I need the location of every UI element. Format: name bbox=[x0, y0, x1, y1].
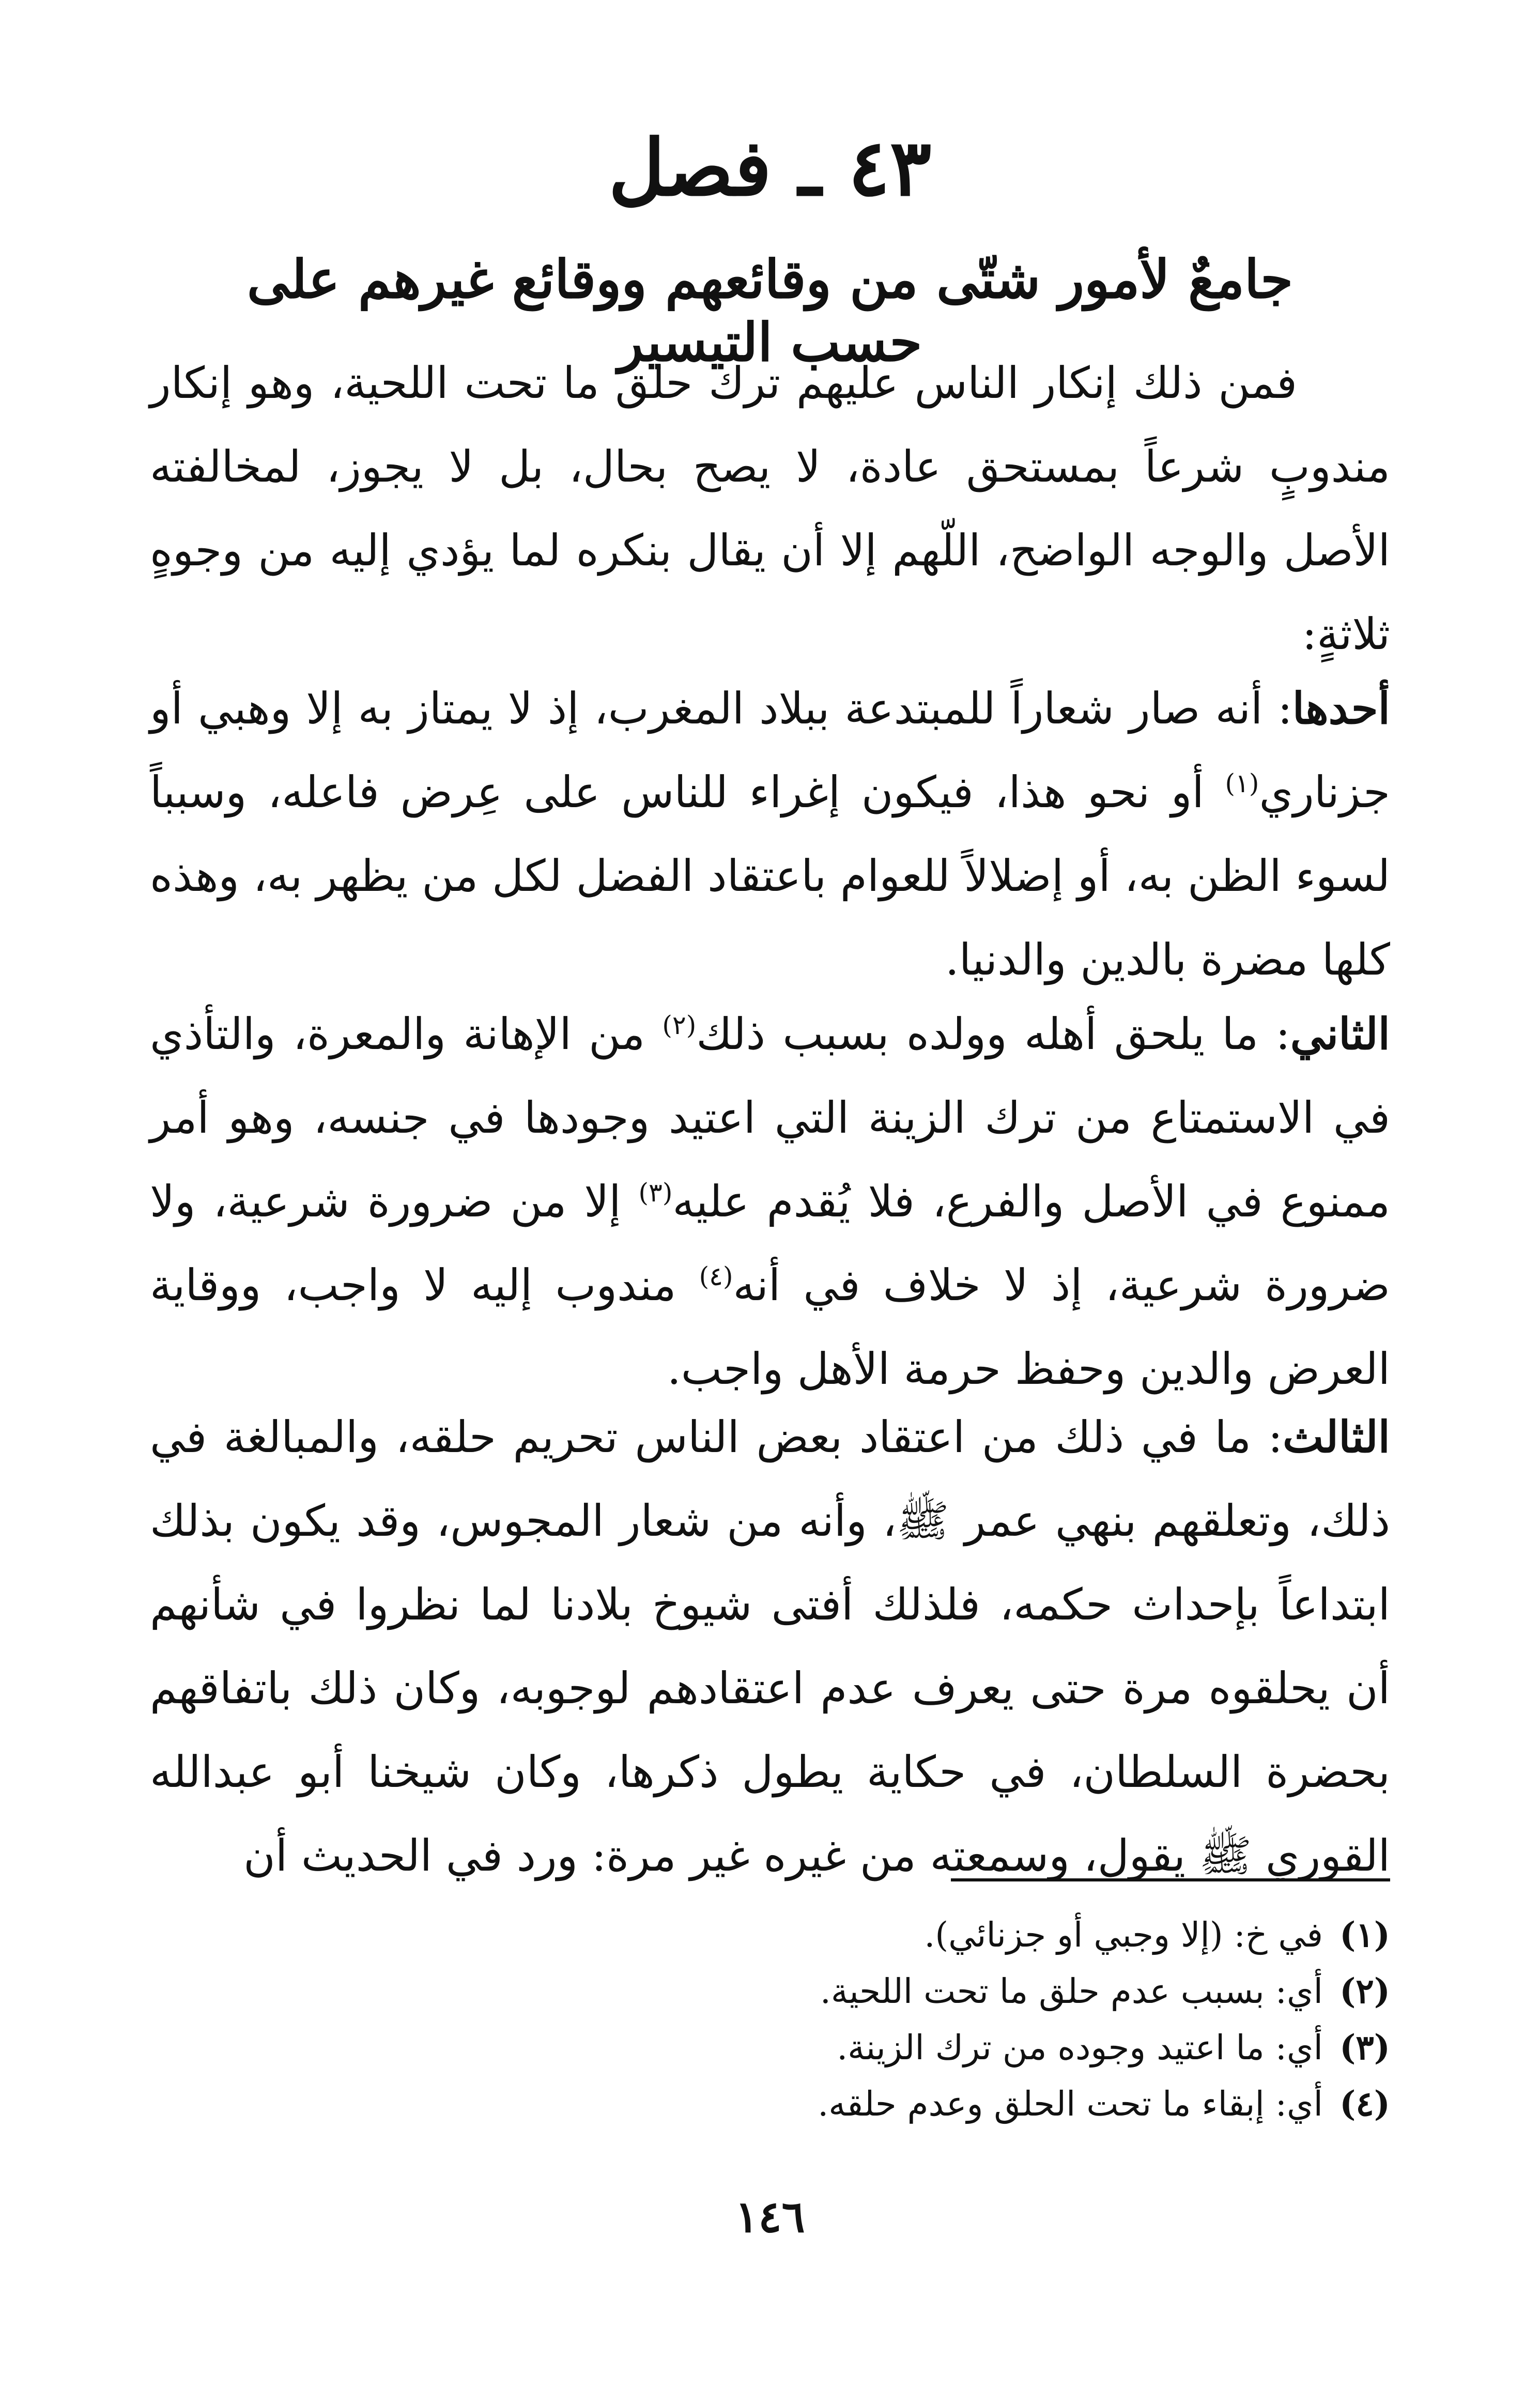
paragraph-third-reason bbox=[150, 1395, 1390, 1897]
footnote-text: أي: بسبب عدم حلق ما تحت اللحية. bbox=[820, 1971, 1323, 2011]
footnote-item bbox=[150, 1963, 1390, 2019]
lead-word-first: أحدها bbox=[1292, 683, 1390, 734]
footnote-item bbox=[150, 1907, 1390, 1963]
footnote-text: أي: إبقاء ما تحت الحلق وعدم حلقه. bbox=[818, 2084, 1323, 2124]
paragraph-second-text-3: إلا من ضرورة شرعية، ولا ضرورة شرعية، إذ لا خلاف في أنه bbox=[150, 1176, 1390, 1310]
chapter-title: ٤٣ ـ فصل bbox=[608, 122, 932, 213]
paragraph-intro-text: فمن ذلك إنكار الناس عليهم ترك حلق ما تحت اللحية، وهو إنكار مندوبٍ شرعاً بمستحق عادة، لا يصح بحال، بل لا يجوز، لمخالفته الأصل والوجه الواضح، اللّهم إلا أن يقال بنكره لما يؤدي إليه من وجوهٍ ثلاثةٍ: bbox=[150, 358, 1390, 659]
footnote-text: في خ: (إلا وجبي أو جزنائي). bbox=[924, 1915, 1323, 1955]
paragraph-second-reason bbox=[150, 992, 1390, 1411]
footnote-text: أي: ما اعتيد وجوده من ترك الزينة. bbox=[837, 2028, 1323, 2067]
footnote-ref-2: (٢) bbox=[662, 1010, 697, 1040]
paragraph-intro bbox=[150, 341, 1390, 676]
paragraph-second-text-1: : ما يلحق أهله وولده بسبب ذلك bbox=[696, 1009, 1290, 1059]
chapter-subtitle: جامعٌ لأمور شتّى من وقائعهم ووقائع غيرهم على حسب التيسير bbox=[247, 249, 1293, 374]
lead-word-second: الثاني bbox=[1290, 1008, 1390, 1059]
footnote-separator bbox=[951, 1878, 1390, 1881]
footnote-ref-4: (٤) bbox=[699, 1261, 733, 1291]
footnote-number: (٣) bbox=[1339, 2027, 1390, 2067]
paragraph-first-text-1: : أنه صار شعاراً للمبتدعة ببلاد المغرب، إذ لا يمتاز به إلا وهبي أو جزناري bbox=[150, 683, 1390, 817]
paragraph-second-text-2: من الإهانة والمعرة، والتأذي في الاستمتاع من ترك الزينة التي اعتيد وجودها في جنسه، وهو أمر ممنوع في الأصل والفرع، فلا يُقدم عليه bbox=[150, 1009, 1390, 1227]
page-number: ١٤٦ bbox=[735, 2191, 805, 2242]
footnote-number: (٢) bbox=[1339, 1971, 1390, 2011]
lead-word-third: الثالث bbox=[1283, 1411, 1390, 1462]
paragraph-second-text-4: مندوب إليه لا واجب، ووقاية العرض والدين وحفظ حرمة الأهل واجب. bbox=[150, 1260, 1390, 1394]
paragraph-third-text: : ما في ذلك من اعتقاد بعض الناس تحريم حلقه، والمبالغة في ذلك، وتعلقهم بنهي عمر ﷺ، وأنه من شعار المجوس، وقد يكون بذلك ابتداعاً بإحداث حكمه، فلذلك أفتى شيوخ بلادنا لما نظروا في شأنهم أن يحلقوه مرة حتى يعرف عدم اعتقادهم لوجوبه، وكان ذلك باتفاقهم بحضرة السلطان، في حكاية يطول ذكرها، وكان شيخنا أبو عبدالله القوري ﷺ يقول، وسمعته من غيره غير مرة: ورد في الحديث أن bbox=[150, 1412, 1390, 1881]
footnote-number: (١) bbox=[1339, 1915, 1390, 1955]
footnote-item bbox=[150, 2076, 1390, 2132]
footnotes-list bbox=[150, 1907, 1390, 2132]
paragraph-first-text-2: أو نحو هذا، فيكون إغراء للناس على عِرض فاعله، وسبباً لسوء الظن به، أو إضلالاً للعوام باعتقاد الفضل لكل من يظهر به، وهذه كلها مضرة بالدين والدنيا. bbox=[150, 767, 1390, 985]
footnote-item bbox=[150, 2019, 1390, 2076]
paragraph-first-reason bbox=[150, 667, 1390, 1001]
footnote-ref-1: (١) bbox=[1225, 768, 1259, 798]
footnote-ref-3: (٣) bbox=[638, 1178, 673, 1208]
footnote-number: (٤) bbox=[1339, 2084, 1390, 2124]
